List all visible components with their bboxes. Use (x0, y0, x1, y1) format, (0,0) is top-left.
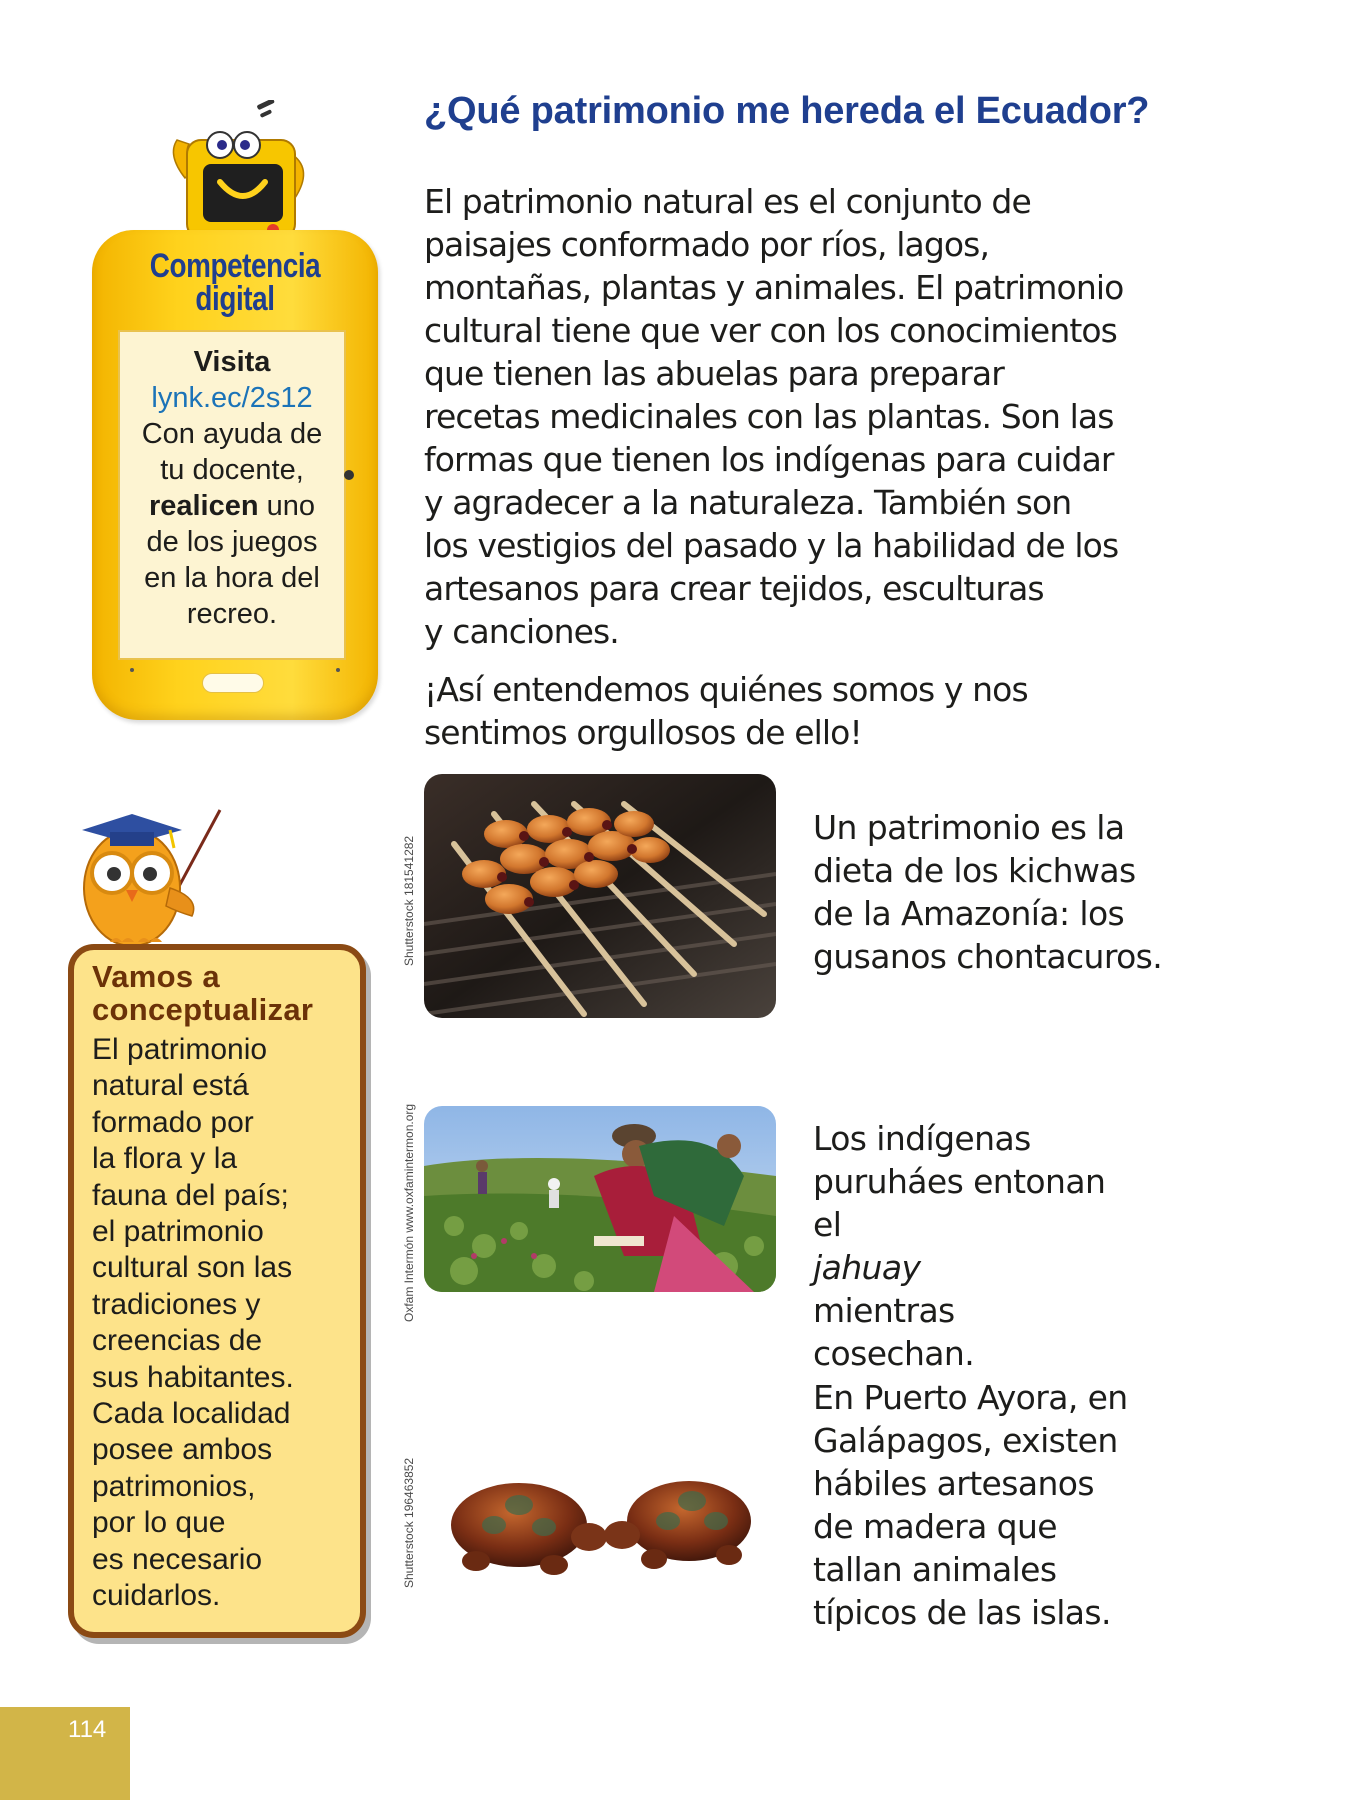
concept-line: la flora y la (92, 1142, 238, 1176)
concept-line: cuidarlos. (92, 1579, 221, 1613)
caption-emphasis: jahuay (813, 1248, 921, 1287)
competencia-line3-rest: uno (258, 490, 316, 522)
page-title: ¿Qué patrimonio me hereda el Ecuador? (424, 90, 1150, 132)
concept-line: Cada localidad (92, 1397, 291, 1431)
page-number-bar (0, 1707, 130, 1800)
concept-line: posee ambos (92, 1433, 273, 1467)
closing-paragraph (424, 668, 1254, 754)
photo-credit-3: Shutterstock 196463852 (402, 1457, 416, 1588)
concept-line: fauna del país; (92, 1178, 289, 1212)
intro-line: recetas medicinales con las plantas. Son las (424, 397, 1114, 436)
caption-line: de madera que (813, 1507, 1058, 1546)
concept-line: el patrimonio (92, 1215, 264, 1249)
intro-line: El patrimonio natural es el conjunto de (424, 182, 1031, 221)
device-left-dot (130, 668, 134, 672)
intro-line: y canciones. (424, 612, 619, 651)
intro-line: que tienen las abuelas para preparar (424, 354, 1004, 393)
concept-text (92, 1032, 362, 1615)
photo-credit-2: Oxfam Intermón www.oxfamintermon.org (402, 1103, 416, 1322)
competencia-line6: recreo. (186, 598, 278, 630)
robot-mascot-icon (165, 100, 315, 240)
caption-puerto-ayora (813, 1376, 1128, 1634)
concept-line: creencias de (92, 1324, 263, 1358)
concept-title-line2: conceptualizar (92, 992, 314, 1027)
concept-title (92, 960, 360, 1026)
intro-line: los vestigios del pasado y la habilidad de los (424, 526, 1119, 565)
caption-line3-post: mientras (813, 1291, 955, 1330)
concept-line: formado por (92, 1105, 254, 1139)
competencia-line3 (120, 488, 344, 524)
concept-line: es necesario (92, 1542, 263, 1576)
photo-wooden-tortoises (424, 1455, 776, 1585)
caption-line3-pre: el (813, 1205, 842, 1244)
caption-line: Galápagos, existen (813, 1421, 1118, 1460)
competencia-line1: Con ayuda de (141, 418, 323, 450)
competencia-bold-word: realicen (148, 490, 259, 522)
competencia-line2: tu docente, (160, 454, 304, 486)
competencia-line5: en la hora del (144, 562, 320, 594)
intro-line: formas que tienen los indígenas para cuidar (424, 440, 1114, 479)
caption-line: dieta de los kichwas (813, 851, 1136, 890)
intro-paragraph (424, 180, 1254, 653)
device-right-dot (336, 668, 340, 672)
concept-line: tradiciones y (92, 1287, 261, 1321)
caption-line: Los indígenas (813, 1119, 1031, 1158)
photo-credit-1: Shutterstock 181541282 (402, 835, 416, 966)
intro-line: cultural tiene que ver con los conocimientos (424, 311, 1117, 350)
intro-line: paisajes conformado por ríos, lagos, (424, 225, 990, 264)
concept-line: natural está (92, 1069, 249, 1103)
competencia-line4: de los juegos (146, 526, 318, 558)
owl-teacher-icon (70, 808, 230, 958)
concept-line: por lo que (92, 1506, 226, 1540)
competencia-title (118, 247, 353, 318)
caption-line: de la Amazonía: los (813, 894, 1125, 933)
caption-line: cosechan. (813, 1334, 975, 1373)
concept-line: cultural son las (92, 1251, 293, 1285)
concept-line: El patrimonio (92, 1033, 268, 1066)
caption-line: típicos de las islas. (813, 1593, 1111, 1632)
device-camera-dot (344, 470, 354, 480)
intro-line: y agradecer a la naturaleza. También son (424, 483, 1072, 522)
closing-line: ¡Así entendemos quiénes somos y nos (424, 670, 1028, 709)
visit-label: Visita (193, 346, 271, 378)
caption-line: hábiles artesanos (813, 1464, 1094, 1503)
photo-puruhaes-harvest (424, 1106, 776, 1292)
concept-line: sus habitantes. (92, 1360, 294, 1394)
competencia-screen (118, 330, 346, 660)
caption-line: Un patrimonio es la (813, 808, 1125, 847)
caption-line: tallan animales (813, 1550, 1057, 1589)
caption-line (813, 1203, 1105, 1332)
intro-line: artesanos para crear tejidos, esculturas (424, 569, 1044, 608)
intro-line: montañas, plantas y animales. El patrimonio (424, 268, 1124, 307)
closing-line: sentimos orgullosos de ello! (424, 713, 862, 752)
concept-title-line1: Vamos a (92, 959, 220, 994)
vamos-a-conceptualizar-box (68, 944, 366, 1638)
competencia-link[interactable]: lynk.ec/2s12 (151, 382, 313, 414)
caption-chontacuros (813, 806, 1162, 978)
page-number: 114 (68, 1716, 107, 1743)
device-home-button (202, 673, 264, 693)
caption-line: puruháes entonan (813, 1162, 1106, 1201)
caption-line: En Puerto Ayora, en (813, 1378, 1128, 1417)
caption-line: gusanos chontacuros. (813, 937, 1163, 976)
competencia-title-line1: Competencia (149, 247, 321, 285)
photo-chontacuros (424, 774, 776, 1018)
caption-puruhaes (813, 1117, 1105, 1375)
concept-line: patrimonios, (92, 1469, 256, 1503)
competencia-title-line2: digital (195, 280, 275, 318)
competencia-digital-panel (92, 230, 378, 720)
